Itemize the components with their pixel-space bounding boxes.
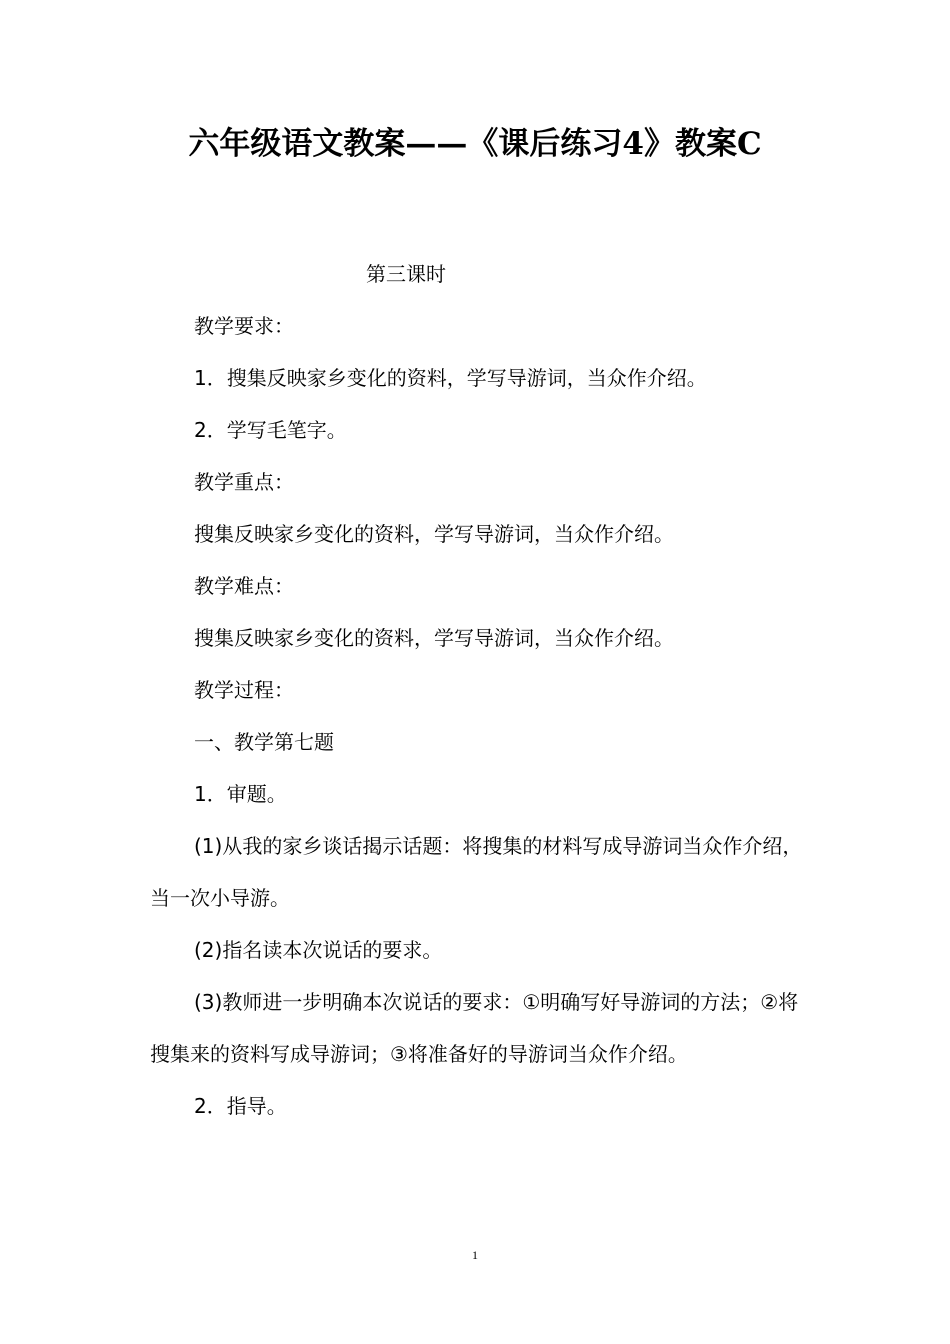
section-heading-1: 一、教学第七题 — [194, 730, 334, 754]
teaching-focus-text: 搜集反映家乡变化的资料，学写导游词，当众作介绍。 — [194, 522, 674, 546]
lesson-subtitle: 第三课时 — [366, 262, 446, 286]
paragraph-1: (1)从我的家乡谈话揭示话题：将搜集的材料写成导游词当众作介绍，当一次小导游。 — [150, 834, 803, 910]
teaching-difficulty-text: 搜集反映家乡变化的资料，学写导游词，当众作介绍。 — [194, 626, 674, 650]
requirement-item-2: 2．学写毛笔字。 — [194, 418, 347, 442]
requirement-item-1: 1．搜集反映家乡变化的资料，学写导游词，当众作介绍。 — [194, 366, 707, 390]
paragraph-2: (2)指名读本次说话的要求。 — [194, 938, 443, 962]
teaching-difficulty-heading: 教学难点： — [194, 574, 294, 598]
teaching-focus-heading: 教学重点： — [194, 470, 294, 494]
step-guidance: 2．指导。 — [194, 1094, 287, 1118]
document-title: 六年级语文教案——《课后练习4》教案C — [188, 126, 762, 162]
page-number: 1 — [472, 1248, 478, 1262]
paragraph-3: (3)教师进一步明确本次说话的要求：①明确写好导游词的方法；②将搜集来的资料写成导游词；③将准备好的导游词当众作介绍。 — [150, 990, 799, 1066]
teaching-requirements-heading: 教学要求： — [194, 314, 294, 338]
teaching-process-heading: 教学过程： — [194, 678, 294, 702]
document-body — [150, 248, 805, 1132]
step-review-question: 1．审题。 — [194, 782, 287, 806]
